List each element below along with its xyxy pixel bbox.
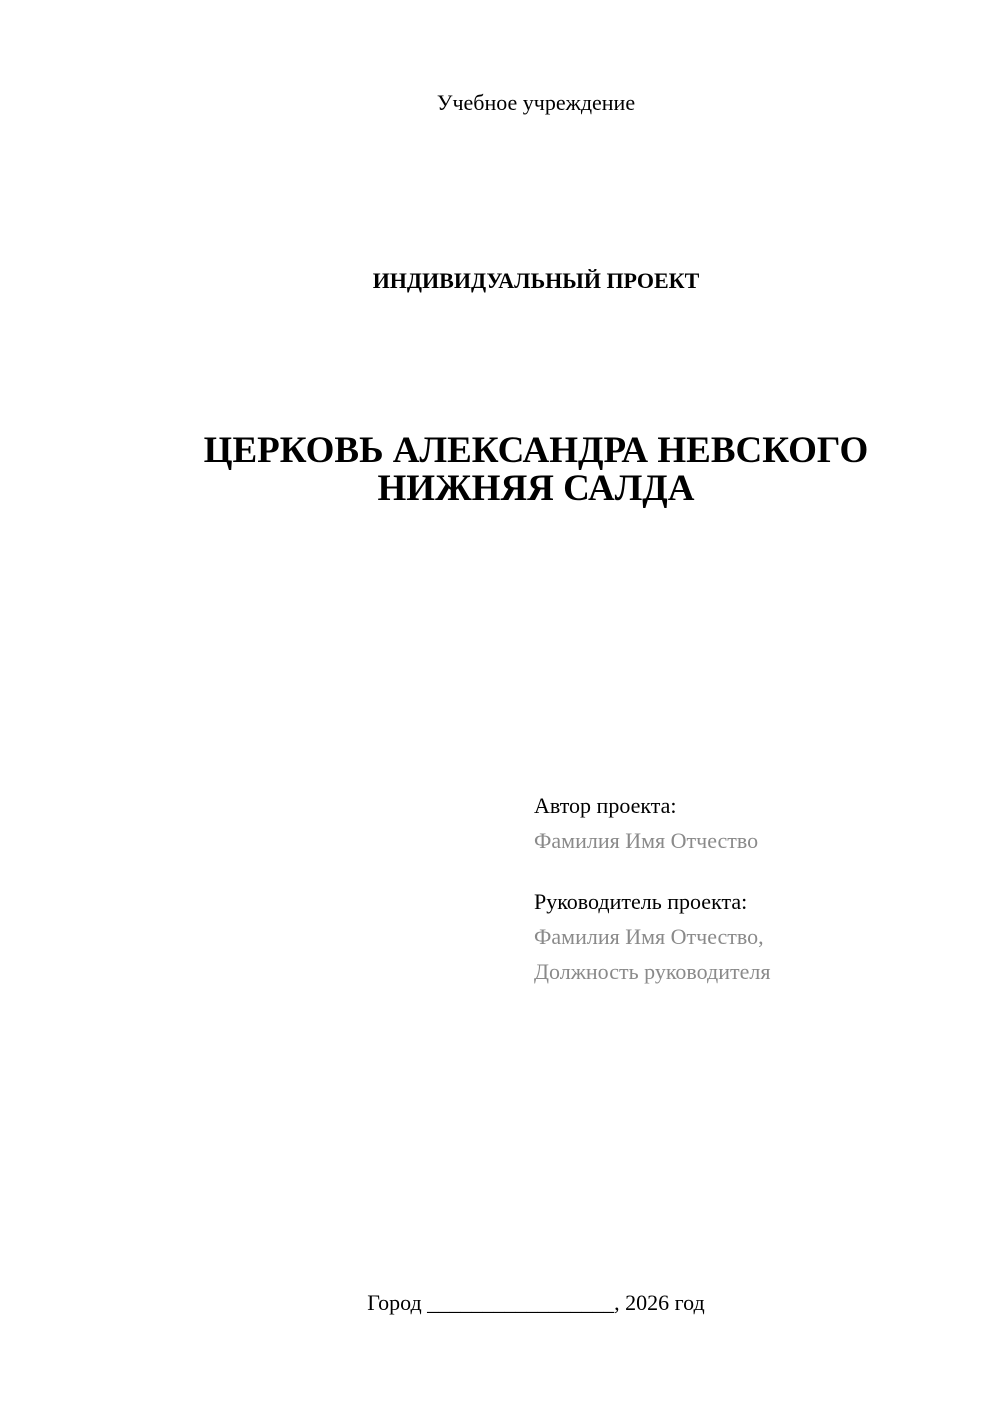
document-type: ИНДИВИДУАЛЬНЫЙ ПРОЕКТ [372,268,700,293]
author-name: Фамилия Имя Отчество [534,828,759,853]
institution-name: Учебное учреждение [436,90,636,115]
project-title-line-2: НИЖНЯЯ САЛДА [377,468,695,509]
project-title [0,432,1000,508]
supervisor-name: Фамилия Имя Отчество, [534,924,764,949]
spacer [534,858,974,884]
supervisor-position: Должность руководителя [534,959,771,984]
supervisor-label: Руководитель проекта: [534,889,748,914]
project-title-line-1: ЦЕРКОВЬ АЛЕКСАНДРА НЕВСКОГО [203,430,869,471]
author-label: Автор проекта: [534,793,677,818]
project-people-block [534,788,974,989]
city-year-line: Город _________________, 2026 год [367,1290,705,1315]
